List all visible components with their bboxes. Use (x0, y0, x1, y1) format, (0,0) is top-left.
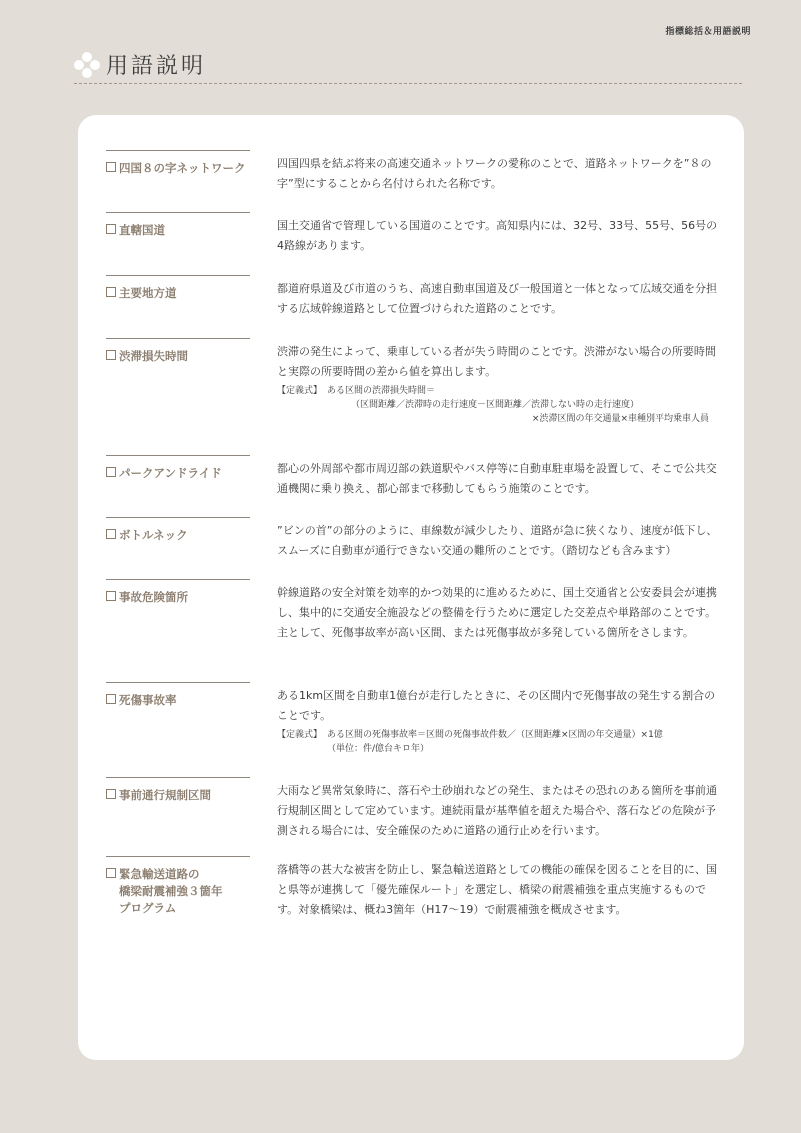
glossary-description: ある1km区間を自動車1億台が走行したときに、その区間内で死傷事故の発生する割合のことです。 【定義式】 ある区間の死傷事故率＝区間の死傷事故件数／（区間距離×区間の年交通量）×1億 （単位：件/億台キロ年） (277, 682, 719, 756)
checkbox-icon (106, 868, 116, 878)
checkbox-icon (106, 529, 116, 539)
flower-icon (74, 52, 100, 78)
glossary-description: ”ビンの首”の部分のように、車線数が減少したり、道路が急に狭くなり、速度が低下し、スムーズに自動車が通行できない交通の難所のことです。（踏切なども含みます） (277, 524, 718, 557)
glossary-card (78, 115, 744, 1060)
page-title: 用語説明 (106, 54, 207, 79)
checkbox-icon (106, 162, 116, 172)
glossary-term: 死傷事故率 (106, 682, 250, 709)
glossary-term: 主要地方道 (106, 275, 250, 302)
checkbox-icon (106, 224, 116, 234)
title-divider (74, 83, 742, 84)
checkbox-icon (106, 287, 116, 297)
glossary-description: 都心の外周部や都市周辺部の鉄道駅やバス停等に自動車駐車場を設置して、そこで公共交通機関に乗り換え、都心部まで移動してもらう施策のことです。 (277, 462, 717, 495)
glossary-term: 渋滞損失時間 (106, 338, 250, 365)
checkbox-icon (106, 694, 116, 704)
checkbox-icon (106, 591, 116, 601)
glossary-term: 直轄国道 (106, 212, 250, 239)
glossary-term: ボトルネック (106, 517, 250, 544)
glossary-term: 四国８の字ネットワーク (106, 150, 250, 177)
checkbox-icon (106, 350, 116, 360)
glossary-description: 大雨など異常気象時に、落石や土砂崩れなどの発生、またはその恐れのある箇所を事前通行規制区間として定めています。連続雨量が基準値を超えた場合や、落石などの危険が予測される場合には、安全確保のために道路の通行止めを行います。 (277, 784, 717, 837)
formula-block: 【定義式】 ある区間の死傷事故率＝区間の死傷事故件数／（区間距離×区間の年交通量）×1億 （単位：件/億台キロ年） (277, 730, 663, 754)
checkbox-icon (106, 467, 116, 477)
formula-block: 【定義式】 ある区間の渋滞損失時間＝ （区間距離／渋滞時の走行速度－区間距離／渋滞しない時の走行速度） ×渋滞区間の年交通量×車種別平均乗車人員 (277, 386, 709, 424)
glossary-description: 都道府県道及び市道のうち、高速自動車国道及び一般国道と一体となって広域交通を分担する広域幹線道路として位置づけられた道路のことです。 (277, 282, 717, 315)
glossary-term: 緊急輸送道路の 橋梁耐震補強３箇年 プログラム (106, 856, 250, 917)
section-label: 指標総括＆用語説明 (665, 27, 751, 37)
glossary-description: 四国四県を結ぶ将来の高速交通ネットワークの愛称のことで、道路ネットワークを”８の字”型にすることから名付けられた名称です。 (277, 157, 712, 190)
glossary-description: 国土交通省で管理している国道のことです。高知県内には、32号、33号、55号、56号の4路線があります。 (277, 219, 718, 252)
checkbox-icon (106, 789, 116, 799)
glossary-term: 事前通行規制区間 (106, 777, 250, 804)
glossary-term: パークアンドライド (106, 455, 250, 482)
page-title-block (74, 49, 206, 80)
glossary-term: 事故危険箇所 (106, 579, 250, 606)
glossary-description: 落橋等の甚大な被害を防止し、緊急輸送道路としての機能の確保を図ることを目的に、国と県等が連携して「優先確保ルート」を選定し、橋梁の耐震補強を重点実施するものです。対象橋梁は、概ね3箇年（H17～19）で耐震補強を概成させます。 (277, 863, 717, 916)
glossary-description: 幹線道路の安全対策を効率的かつ効果的に進めるために、国土交通省と公安委員会が連携し、集中的に交通安全施設などの整備を行うために選定した交差点や単路部のことです。主として、死傷事故率が高い区間、または死傷事故が多発している箇所をさします。 (277, 586, 717, 639)
glossary-description: 渋滞の発生によって、乗車している者が失う時間のことです。渋滞がない場合の所要時間と実際の所要時間の差から値を算出します。 【定義式】 ある区間の渋滞損失時間＝ （区間距離／渋滞時の走行速度－区間距離／渋滞しない時の走行速度） ×渋滞区間の年交通量×車種別平均乗車人員 (277, 338, 719, 426)
